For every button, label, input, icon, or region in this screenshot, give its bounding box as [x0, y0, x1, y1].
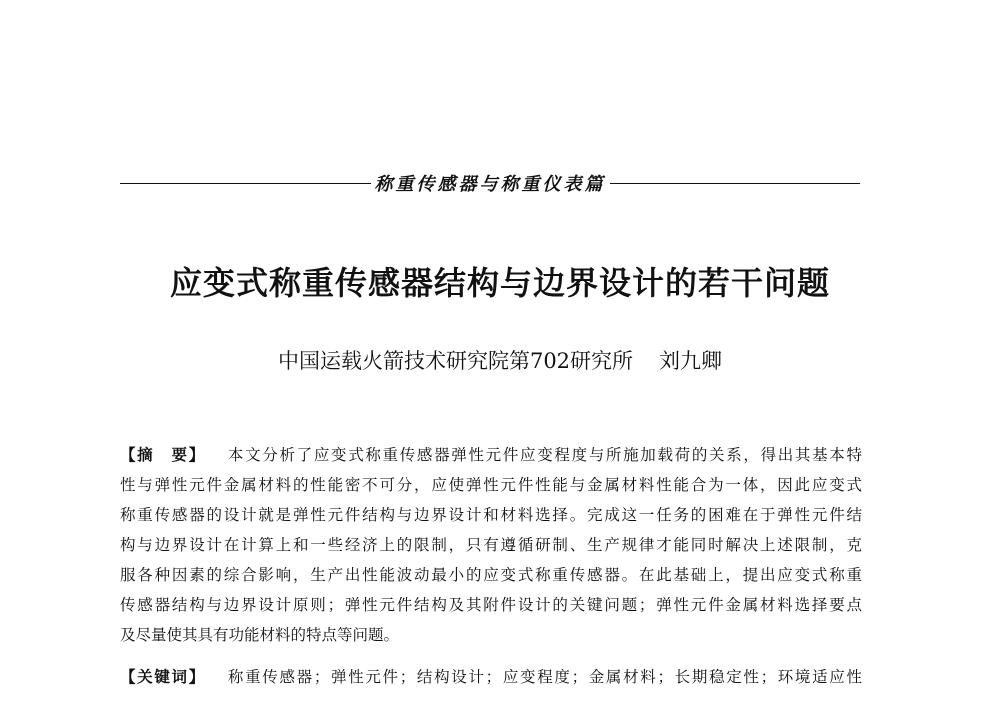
paper-title: 应变式称重传感器结构与边界设计的若干问题 [169, 264, 830, 302]
abstract-line: 构与边界设计在计算上和一些经济上的限制，只有遵循研制、生产规律才能同时解决上述限制，克 [120, 536, 862, 554]
keywords-text: 称重传感器；弹性元件；结构设计；应变程度；金属材料；长期稳定性；环境适应性 [227, 668, 862, 686]
abstract-label: 【摘 要】 [120, 446, 206, 464]
abstract-line: 服各种因素的综合影响，生产出性能波动最小的应变式称重传感器。在此基础上，提出应变式称重 [120, 566, 862, 584]
section-header [120, 168, 860, 198]
abstract-line: 及尽量使其具有功能材料的特点等问题。 [120, 626, 400, 644]
keywords-label: 【关键词】 [120, 668, 206, 686]
abstract-line: 性与弹性元件金属材料的性能密不可分，应使弹性元件性能与金属材料性能合为一体，因此应变式 [120, 476, 862, 494]
abstract-line: 称重传感器的设计就是弹性元件结构与边界设计和材料选择。完成这一任务的困难在于弹性元件结 [120, 506, 862, 524]
header-rule-right [610, 183, 861, 184]
header-rule-left [120, 183, 371, 184]
abstract [120, 440, 862, 650]
byline [0, 345, 1000, 375]
abstract-line [120, 440, 862, 470]
section-title: 称重传感器与称重仪表篇 [374, 174, 606, 195]
author: 刘九卿 [659, 349, 723, 373]
abstract-line: 传感器结构与边界设计原则；弹性元件结构及其附件设计的关键问题；弹性元件金属材料选择要点 [120, 596, 862, 614]
keywords [120, 662, 862, 692]
affiliation: 中国运载火箭技术研究院第702研究所 [277, 349, 634, 373]
abstract-text: 本文分析了应变式称重传感器弹性元件应变程度与所施加载荷的关系，得出其基本特 [227, 446, 862, 464]
